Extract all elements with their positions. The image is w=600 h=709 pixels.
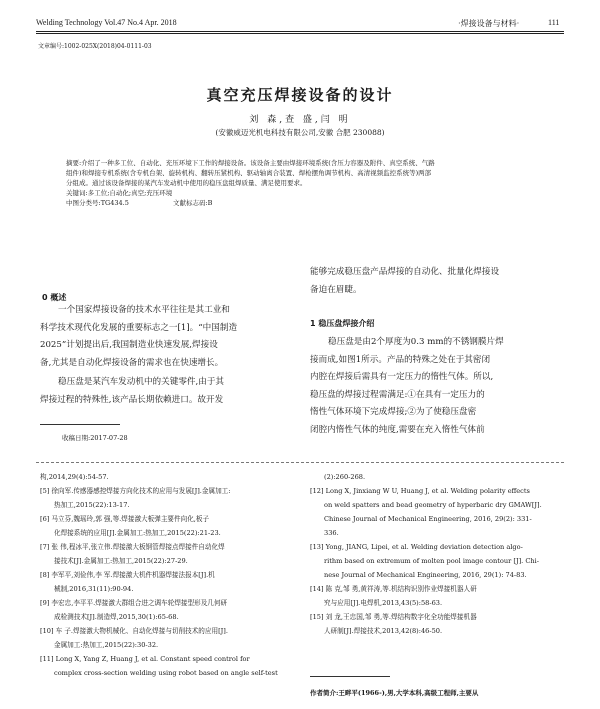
- abstract-line: 摘要:介绍了一种多工位、自动化、充压环境下工作的焊接设备。该设备主要由焊接环境系统(含压力容器及附件、真空系统、气路: [66, 159, 435, 167]
- classification-number: 中图分类号:TG434.5: [66, 199, 129, 207]
- section-heading-overview: 0 概述: [42, 293, 67, 302]
- text-line: 接而成,如图1所示。产品的特殊之处在于其密闭: [310, 354, 491, 365]
- reference-line: 金属加工:热加工,2015(22):30-32.: [54, 641, 159, 649]
- overview-paragraph-1: [40, 302, 298, 372]
- reference-line: 接技术[J].金属加工:热加工,2015(22):27-29.: [54, 557, 188, 565]
- text-line: 备迫在眉睫。: [310, 284, 362, 295]
- abstract-line: 分组成。通过该设备焊接的某汽车发动机中使用的稳压盘组焊质量、满足使用要求。: [66, 179, 307, 187]
- text-line: 闭腔内惰性气体的纯度,需要在充入惰性气体前: [310, 424, 485, 435]
- classification-row: [66, 198, 546, 208]
- text-line: 惰性气体环境下完成焊接;②为了使稳压盘密: [310, 407, 477, 417]
- footnote-rule: [40, 424, 120, 425]
- article-number: 文章编号:1002-025X(2018)04-0111-03: [38, 43, 152, 50]
- text-line: 稳压盘的焊接过程需满足:①在具有一定压力的: [310, 389, 485, 400]
- text-line: 能够完成稳压盘产品焊接的自动化、批量化焊接设: [310, 267, 500, 277]
- reference-line: on weld spatters and bead geometry of hyperbaric dry GMAW[J].: [324, 501, 542, 509]
- reference-line: [15] 刘 龙,王忠国,邹 勇,等.焊结构数字化全功能焊接机器: [310, 613, 477, 621]
- reference-line: 化焊接系统的应用[J].金属加工:热加工,2015(22):21-23.: [54, 529, 221, 537]
- reference-line: 336.: [324, 529, 339, 537]
- authors: 刘 森,查 盛,闫 明: [249, 115, 351, 125]
- reference-line: complex cross-section welding using robot based on angle self-test: [54, 669, 278, 677]
- reference-line: [7] 张 伟,程冰平,张立伟.焊接激大板钢管焊接点焊接件自动化焊: [40, 543, 225, 551]
- reference-line: 成检测技术[J].制造焊,2015,30(1):65-68.: [54, 613, 179, 621]
- right-intro: [310, 264, 568, 299]
- received-date: 收稿日期:2017-07-28: [62, 434, 128, 442]
- author-note-rule: [310, 676, 390, 677]
- affiliation: (安徽威迈光机电科技有限公司,安徽 合肥 230088): [215, 128, 385, 137]
- page-break-rule: [36, 462, 564, 463]
- page-number: 111: [548, 18, 560, 27]
- reference-line: rithm based on extremum of molten pool image contour [J]. Chi-: [324, 557, 539, 565]
- reference-line: [10] 车 子.焊接激大物机械化、自动化焊接与切削技术的应用[J].: [40, 627, 228, 635]
- reference-line: 人研制[J].焊接技术,2013,42(8):46-50.: [324, 627, 443, 635]
- text-line: 2025”计划提出后,我国制造业快速发展,焊接设: [40, 340, 218, 350]
- reference-line: 热加工,2015(22):13-17.: [54, 501, 130, 509]
- text-line: 稳压盘是某汽车发动机中的关键零件,由于其: [58, 377, 225, 387]
- abstract-line: 组件)和焊接专机系统(含专机台架、旋转机构、翻转压紧机构、驱动轴离合装置、焊枪摆角调节机构、高清视频监控系统等)两部: [66, 169, 432, 177]
- document-code: 文献标志码:B: [172, 199, 213, 207]
- text-line: 科学技术现代化发展的重要标志之一[1]。“中国制造: [40, 322, 238, 333]
- text-line: 备,尤其是自动化焊接设备的需求也在快速增长。: [40, 357, 224, 368]
- reference-line: [6] 马立芬,魏瑶玲,郭 强,等.焊接激大板弹主要件向化,板子: [40, 515, 210, 523]
- running-header-journal: Welding Technology Vol.47 No.4 Apr. 2018: [36, 18, 177, 27]
- reference-line: 械制,2016,31(11):90-94.: [54, 585, 134, 593]
- reference-line: 构,2014,29(4):54-57.: [40, 473, 109, 481]
- reference-line: [8] 李军平,刘俭伟,李 军.焊接激大机件机器焊接法报本[J].机: [40, 571, 215, 579]
- reference-line: [12] Long X, Jinxiang W U, Huang J, et al. Welding polarity effects: [310, 487, 530, 495]
- running-header-section: ·焊接设备与材料·: [458, 19, 520, 28]
- reference-line: [14] 陈 克,邹 勇,黄祥涛,等.机结构识别作业焊接机器人研: [310, 585, 477, 593]
- header-rule: [36, 31, 564, 32]
- reference-line: [11] Long X, Yang Z, Huang J, et al. Constant speed control for: [40, 655, 250, 663]
- reference-line: [5] 徐向军.传感器感控焊接方向化技术的应用与发展[J].金属加工:: [40, 487, 231, 495]
- text-line: 一个国家焊接设备的技术水平往往是其工业和: [58, 305, 230, 315]
- header-rule-2: [36, 33, 564, 34]
- author-note: 作者简介:王畔平(1966-),男,大学本科,高级工程师,主要从: [310, 689, 479, 697]
- paper-title: 真空充压焊接设备的设计: [206, 86, 394, 104]
- references-left: [40, 470, 302, 680]
- keywords: 关键词:多工位;自动化;真空;充压环境: [66, 189, 173, 197]
- text-line: 焊接过程的特殊性,该产品长期依赖进口。故开发: [40, 394, 224, 405]
- reference-line: nese Journal of Mechanical Engineering, 2016, 29(1): 74-83.: [324, 571, 527, 579]
- reference-line: [9] 李宏忠,李平平.焊接激大群组合进之调车轮焊接型形及几何研: [40, 599, 228, 607]
- stabilizer-paragraph: [310, 334, 568, 439]
- section-heading-stabilizer: 1 稳压盘焊接介绍: [310, 319, 375, 328]
- text-line: 稳压盘是由2个厚度为0.3 mm的不锈钢膜片焊: [328, 337, 504, 347]
- abstract: [66, 158, 546, 208]
- reference-line: Chinese Journal of Mechanical Engineering, 2016, 29(2): 331-: [324, 515, 532, 523]
- references-right: [310, 470, 570, 638]
- reference-line: 究与应用[J].电焊机,2013,43(5):58-63.: [324, 599, 443, 607]
- reference-line: (2):260-268.: [324, 473, 366, 481]
- reference-line: [13] Yong, JIANG, Lipei, et al. Welding deviation detection algo-: [310, 543, 523, 551]
- overview-paragraph-2: [40, 374, 298, 409]
- text-line: 内腔在焊接后需具有一定压力的惰性气体。所以,: [310, 372, 494, 382]
